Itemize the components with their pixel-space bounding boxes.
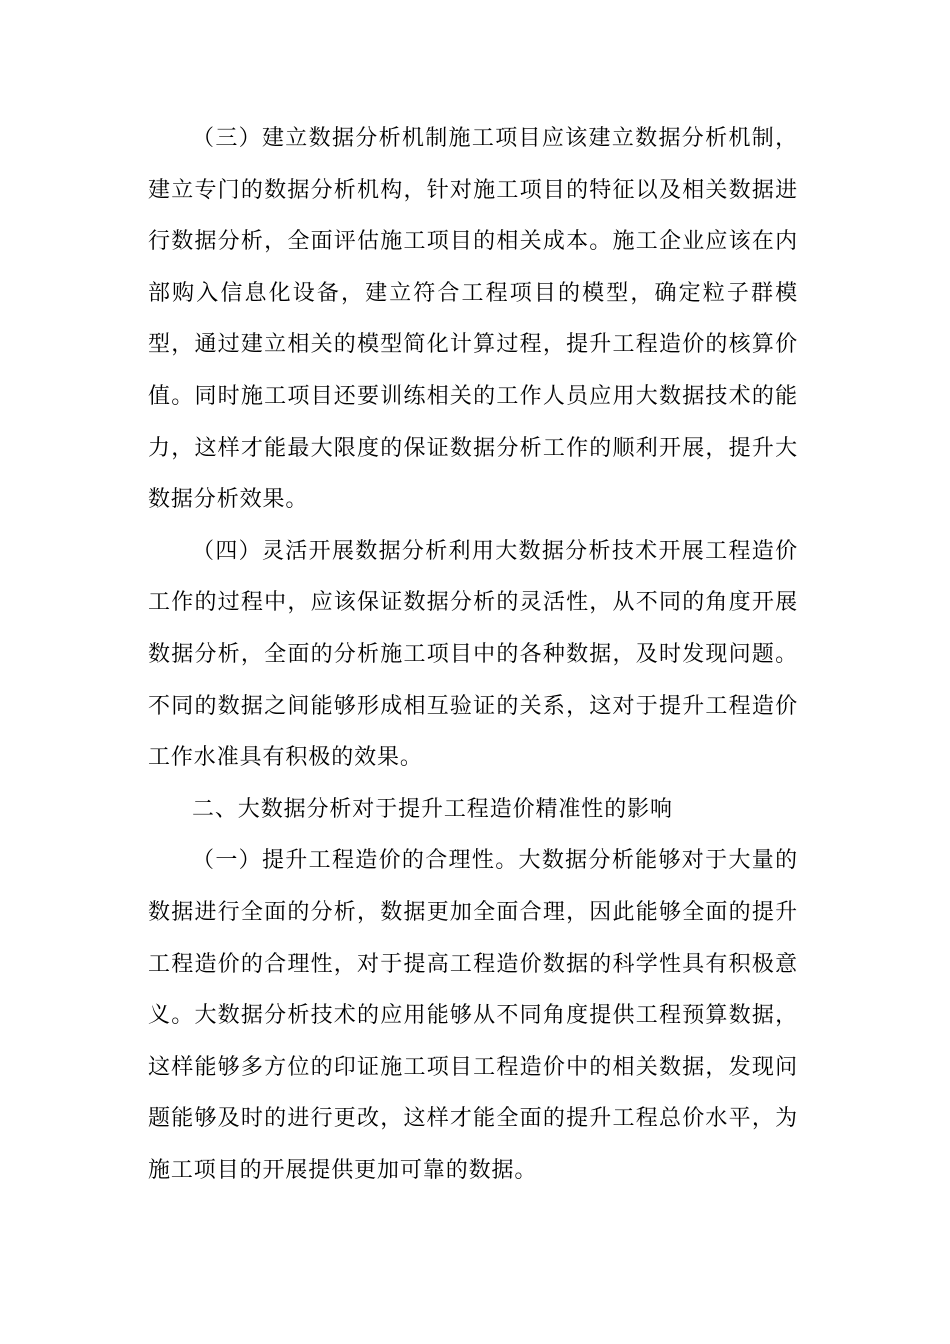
paragraph-subsection-1: （一）提升工程造价的合理性。大数据分析能够对于大量的数据进行全面的分析，数据更加全面合理，因此能够全面的提升工程造价的合理性，对于提高工程造价数据的科学性具有积极意义。大数据分析技术的应用能够从不同角度提供工程预算数据，这样能够多方位的印证施工项目工程造价中的相关数据，发现问题能够及时的进行更改，这样才能全面的提升工程总价水平，为施工项目的开展提供更加可靠的数据。 (148, 848, 798, 1183)
document-body (148, 113, 798, 1196)
paragraph-section-3: （三）建立数据分析机制施工项目应该建立数据分析机制，建立专门的数据分析机构，针对施工项目的特征以及相关数据进行数据分析，全面评估施工项目的相关成本。施工企业应该在内部购入信息化设备，建立符合工程项目的模型，确定粒子群模型，通过建立相关的模型简化计算过程，提升工程造价的核算价值。同时施工项目还要训练相关的工作人员应用大数据技术的能力，这样才能最大限度的保证数据分析工作的顺利开展，提升大数据分析效果。 (148, 126, 798, 513)
paragraph-section-4: （四）灵活开展数据分析利用大数据分析技术开展工程造价工作的过程中，应该保证数据分析的灵活性，从不同的角度开展数据分析，全面的分析施工项目中的各种数据，及时发现问题。不同的数据之间能够形成相互验证的关系，这对于提升工程造价工作水准具有积极的效果。 (148, 538, 798, 771)
section-heading-2: 二、大数据分析对于提升工程造价精准性的影响 (192, 796, 673, 822)
